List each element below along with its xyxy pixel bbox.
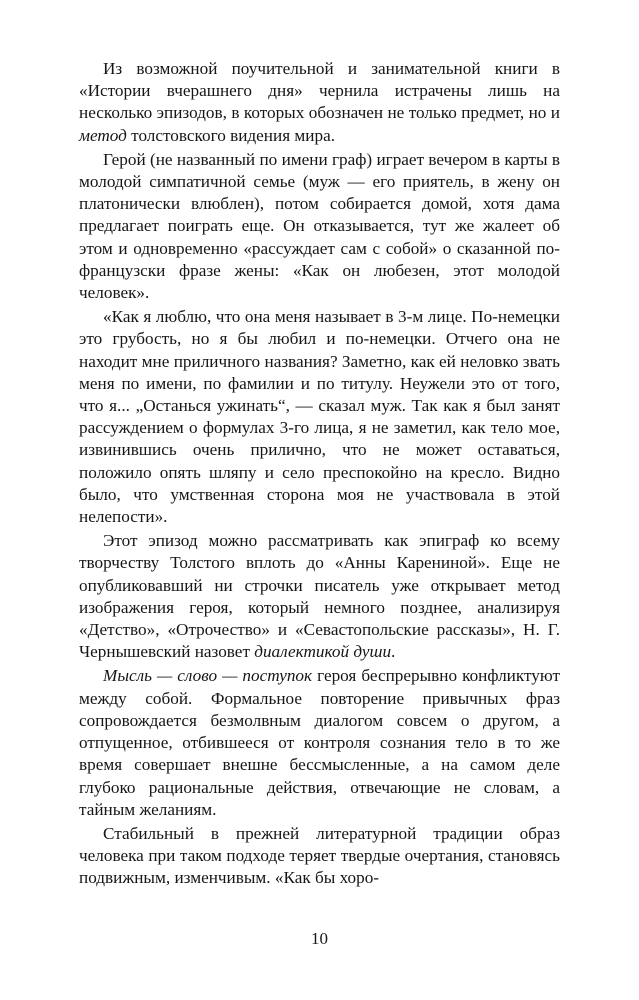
paragraph <box>79 823 560 890</box>
paragraph <box>79 149 560 304</box>
paragraph-italic-text: метод <box>79 125 127 145</box>
paragraph-text: «Как я люблю, что она меня называет в 3-м лице. По-немецки это грубость, но я бы любил и по-немецки. Отчего она не находит мне приличного названия? Заметно, как ей неловко звать меня по имени, по фамилии и по титулу. Неужели это от того, что я... „Останься ужинать“, — сказал муж. Так как я был занят рассуждением о формулах 3-го лица, я не заметил, как тело мое, извинившись очень прилично, что не может оставаться, положило опять шляпу и село преспокойно на кресло. Видно было, что умственная сторона моя не участвовала в этой нелепости». <box>79 307 560 527</box>
paragraph-text: Герой (не названный по имени граф) играет вечером в карты в молодой симпатичной семье (муж — его приятель, в жену он платонически влюблен), потом собирается домой, хотя дама предлагает поиграть еще. Он отказывается, тут же жалеет об этом и одновременно «рассуждает сам с собой» о сказанной по-французски фразе жены: «Как он любезен, этот молодой человек». <box>79 149 560 303</box>
paragraph-text: Этот эпизод можно рассматривать как эпиграф ко всему творчеству Толстого вплоть до «Анны Карениной». Еще не опубликовавший ни строчки писатель уже открывает метод изображения героя, который немного позднее, анализируя «Детство», «Отрочество» и «Севастопольские рассказы», Н. Г. Чернышевский назовет <box>79 531 560 662</box>
page-number: 10 <box>311 929 328 948</box>
paragraph-text: героя беспрерывно конфликтуют между собой. Формальное повторение привычных фраз сопровождается безмолвным диалогом совсем о другом, а отпущенное, отбившееся от контроля сознания тело в то же время совершает внешне бессмысленные, а на самом деле глубоко рациональные действия, отвечающие не словам, а тайным желаниям. <box>79 666 560 819</box>
paragraph <box>79 306 560 528</box>
paragraph-text: Стабильный в прежней литературной традиции образ человека при таком подходе теряет твердые очертания, становясь подвижным, изменчивым. «Как бы хоро- <box>79 823 560 888</box>
paragraph-italic-text: Мысль — слово — поступок <box>103 666 313 686</box>
page-body <box>79 58 560 890</box>
paragraph-text: . <box>391 642 396 662</box>
paragraph-text: Из возможной поучительной и занимательной книги в «Истории вчерашнего дня» чернила истрачены лишь на несколько эпизодов, в которых обозначен не только предмет, но и <box>79 59 560 123</box>
paragraph <box>79 665 560 820</box>
paragraph <box>79 530 560 663</box>
paragraph-text: толстовского видения мира. <box>126 125 335 145</box>
paragraph-italic-text: диалектикой души <box>254 642 392 662</box>
paragraph <box>79 58 560 147</box>
